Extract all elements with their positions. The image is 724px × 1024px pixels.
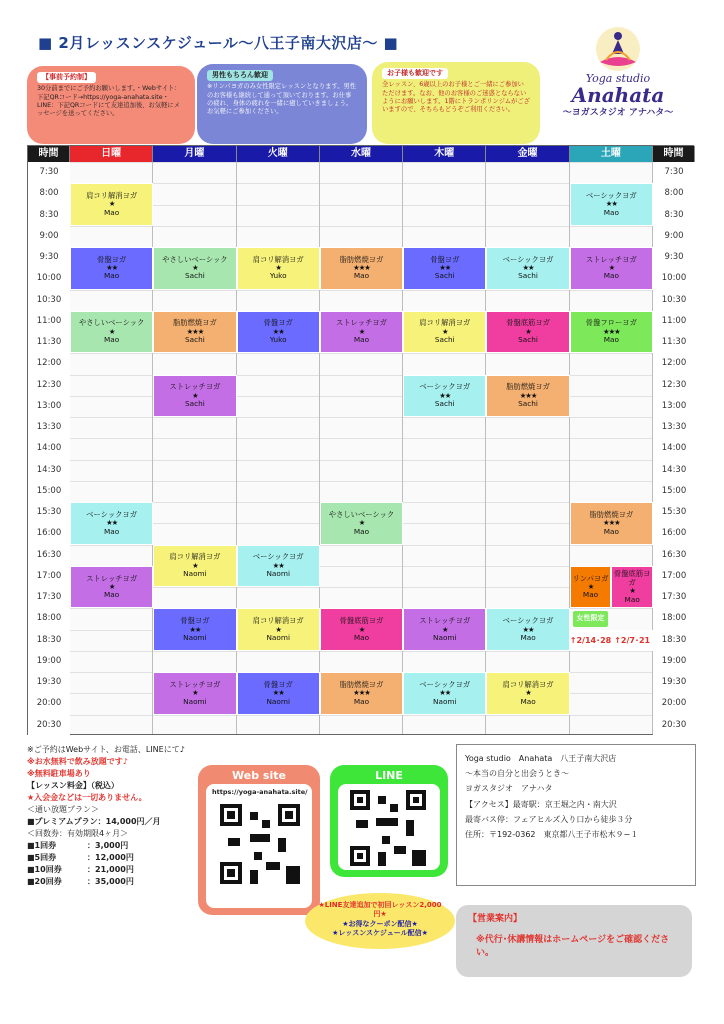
lesson-block[interactable] [570,566,612,609]
lesson-stars: ★ [108,199,115,209]
men-bubble [197,64,367,144]
lesson-name: 肩コリ解消ヨガ [86,190,138,200]
lesson-stars: ★ [358,326,365,336]
lesson-block[interactable] [70,247,153,290]
time-label: 11:00 [653,311,695,332]
lesson-name: ストレッチヨガ [335,318,387,328]
lesson-teacher: Mao [353,696,370,706]
info-studio-name: Yoga studio Anahata 八王子南大沢店 [465,754,617,763]
time-label: 10:30 [28,290,70,311]
price-heading: 【レッスン料金】（税込） [27,781,119,790]
lesson-block[interactable] [153,247,236,290]
lesson-stars: ★★ [106,263,118,273]
time-label: 20:30 [28,715,70,736]
premium-plan: ■プレミアムプラン：14,000円／月 [27,817,161,826]
men-tag: 男性もちろん歓迎 [207,70,273,81]
lesson-teacher: Mao [353,632,370,642]
lesson-stars: ★★★ [603,518,620,528]
lesson-block[interactable] [70,183,153,226]
time-label: 12:30 [28,375,70,396]
lesson-block[interactable] [570,183,653,226]
time-label: 12:30 [653,375,695,396]
lesson-teacher: Mao [603,526,619,536]
lesson-name: 骨盤ヨガ [263,679,293,689]
time-label: 17:30 [653,587,695,608]
lesson-stars: ★★ [439,263,451,273]
ticket-row [27,864,192,876]
lesson-teacher: Sachi [185,335,205,345]
lesson-teacher: Naomi [183,632,207,642]
lesson-teacher: Sachi [518,271,538,281]
lesson-teacher: Naomi [433,696,457,706]
lesson-name: 脂肪燃焼ヨガ [173,318,217,328]
time-label: 13:30 [28,417,70,438]
logo-line1: Yoga studio [585,72,651,85]
lesson-stars: ★ [108,581,115,591]
reservation-text: 30分前までにご予約お願いします。・Webサイト：下記QRコード→https://yoga-anahata.site・LINE：下記QRコードにて友達追加後、お気軽にメッセージを送ってください。 [37,85,181,118]
lesson-stars: ★★★ [519,390,537,400]
time-label: 10:00 [653,268,695,289]
reservation-tag: 【事前予約制】 [37,72,96,83]
lesson-name: ベーシックヨガ [502,254,554,264]
lesson-block[interactable] [403,311,486,354]
day-header: 月曜 [153,146,236,162]
lesson-name: 骨盤ヨガ [263,318,293,328]
lesson-block[interactable] [153,311,236,354]
ticket-label: ■10回券 [27,865,62,874]
lesson-dates: ↑2/7･21 [611,630,653,651]
lesson-name: 骨盤ヨガ [430,254,460,264]
lesson-teacher: Naomi [266,569,290,579]
lesson-block[interactable] [70,566,153,609]
lesson-name: ストレッチヨガ [585,254,637,264]
ticket-price: ：21,000円 [87,865,134,874]
lesson-stars: ★ [358,518,365,528]
time-label: 10:00 [28,268,70,289]
ticket-list [27,840,192,888]
lesson-name: 肩コリ解消ヨガ [252,616,304,626]
lesson-name: ベーシックヨガ [502,616,554,626]
lesson-name: 骨盤ヨガ [97,254,127,264]
lesson-teacher: Mao [603,271,619,281]
lesson-teacher: Sachi [434,399,455,409]
info-bus: 最寄バス停：フェアヒルズ入り口から徒歩３分 [465,814,633,824]
lesson-stars: ★★ [522,624,534,634]
time-header: 時間 [653,146,695,162]
reservation-bubble [27,66,195,144]
day-header: 日曜 [70,146,153,162]
lesson-name: 骨盤フローヨガ [585,318,637,328]
time-label: 15:00 [28,481,70,502]
lesson-name: 骨盤ヨガ [180,616,210,626]
lesson-teacher: Mao [353,335,370,345]
notice-heading: 【営業案内】 [468,914,523,924]
time-label: 8:30 [653,205,695,226]
lesson-name: やさしいベーシック [162,254,228,264]
lesson-teacher: Mao [104,335,120,345]
ticket-label: ■5回券 [27,853,57,862]
lesson-name: 骨盤底筋ヨガ [506,318,550,328]
page-title: ■ 2月レッスンスケジュール〜八王子南大沢店〜 ■ [38,34,399,52]
ticket-price: ：3,000円 [87,841,129,850]
lesson-block[interactable] [486,247,569,290]
lesson-block[interactable] [70,311,153,354]
time-label: 8:00 [28,183,70,204]
ticket-price: ：12,000円 [87,853,134,862]
lesson-dates: ↑2/14･28 [570,630,612,651]
lesson-block[interactable] [153,545,236,588]
time-label: 9:00 [653,226,695,247]
lesson-stars: ★ [358,624,365,634]
day-header: 水曜 [320,146,403,162]
ticket-price: ：35,000円 [87,877,134,886]
time-label: 16:30 [28,545,70,566]
time-label: 9:30 [28,247,70,268]
lesson-block[interactable] [153,375,236,418]
lesson-stars: ★★ [106,518,118,528]
lesson-name: 骨盤底筋ヨガ [339,616,384,626]
lesson-teacher: Mao [603,335,619,345]
lesson-block[interactable] [153,672,236,715]
day-header: 土曜 [570,146,653,162]
lesson-teacher: Mao [520,632,536,642]
notice-text: ※代行･休講情報はホームページをご確認ください。 [476,935,670,958]
lesson-name: 脂肪燃焼ヨガ [339,679,384,689]
lesson-stars: ★ [275,624,281,634]
time-label: 15:00 [653,481,695,502]
lesson-stars: ★ [275,263,281,273]
lesson-teacher: Mao [624,594,640,604]
lesson-teacher: Sachi [518,399,538,409]
lesson-block[interactable] [320,502,403,545]
line-promo1: ★LINE友達追加で初回レッスン2,000円★ [318,901,442,919]
time-label: 11:30 [653,332,695,353]
time-label: 8:00 [653,183,695,204]
water-note: ※お水無料で飲み放題です♪ [27,757,128,766]
lesson-block[interactable] [570,311,653,354]
women-only-badge: 女性限定 [573,611,609,626]
web-url: https://yoga-anahata.site/ [212,788,308,796]
lesson-stars: ★ [525,688,531,698]
lesson-teacher: Naomi [183,696,207,706]
lesson-name: 脂肪燃焼ヨガ [589,509,634,519]
lesson-block[interactable] [237,608,320,651]
time-label: 13:30 [653,417,695,438]
lesson-block[interactable] [237,247,320,290]
time-label: 19:00 [28,651,70,672]
lesson-stars: ★★ [605,199,617,209]
lesson-stars: ★ [192,688,198,698]
day-header: 火曜 [237,146,320,162]
info-tagline: 〜本当の自分と出会うとき〜 [465,769,569,779]
lesson-name: やさしいベーシック [78,318,145,328]
ticket-label: ■1回券 [27,841,57,850]
time-label: 19:00 [653,651,695,672]
line-label: LINE [375,769,403,782]
lesson-name: やさしいベーシック [328,509,395,519]
lesson-stars: ★ [608,263,615,273]
lesson-name: ベーシックヨガ [419,679,471,689]
lesson-teacher: Yuko [269,271,287,281]
day-header: 金曜 [486,146,569,162]
time-label: 19:30 [653,672,695,693]
time-label: 19:30 [28,672,70,693]
logo-line2: Anahata [571,83,665,107]
lesson-block[interactable] [320,311,403,354]
lesson-teacher: Mao [582,590,599,600]
no-fee-note: ★入会金などは一切ありません。 [27,793,147,802]
lesson-block[interactable] [570,502,653,545]
time-label: 14:00 [28,438,70,459]
lesson-block[interactable] [320,672,403,715]
lesson-name: 肩コリ解消ヨガ [419,318,471,328]
time-label: 15:30 [653,502,695,523]
line-promo-bubble [305,893,455,949]
line-promo3: ★レッスンスケジュール配信★ [332,929,428,938]
web-qr-panel [198,765,320,915]
time-label: 11:00 [28,311,70,332]
time-label: 14:00 [653,438,695,459]
lesson-block[interactable] [320,247,403,290]
lesson-name: 脂肪燃焼ヨガ [506,382,550,392]
time-label: 16:00 [28,523,70,544]
lesson-teacher: Naomi [433,632,457,642]
time-label: 16:30 [653,545,695,566]
time-label: 11:30 [28,332,70,353]
men-text: ※リンパヨガのみ女性限定レッスンとなります。男性のお客様も継続して通って頂いております。お仕事の疲れ、身体の疲れを一緒に癒していきましょう。お気軽にご参加ください。 [207,83,357,116]
lesson-teacher: Mao [104,526,120,536]
time-label: 7:30 [653,162,695,183]
lesson-stars: ★★ [439,688,451,698]
lesson-teacher: Mao [104,271,120,281]
lesson-teacher: Sachi [518,335,538,345]
lesson-teacher: Mao [104,590,120,600]
lesson-name: ベーシックヨガ [419,382,471,392]
time-label: 20:00 [653,693,695,714]
ticket-row [27,852,192,864]
time-label: 18:30 [28,630,70,651]
lesson-block[interactable] [403,375,486,418]
time-label: 18:00 [28,608,70,629]
line-qr-frame [338,784,440,870]
web-qr-frame [206,784,312,908]
lesson-stars: ★ [629,586,635,596]
lesson-teacher: Sachi [185,271,205,281]
lesson-block[interactable] [486,672,569,715]
lesson-stars: ★★ [439,390,451,400]
lesson-name: ストレッチヨガ [169,679,221,689]
lesson-stars: ★ [442,624,448,634]
lesson-block[interactable] [320,608,403,651]
studio-logo [538,22,698,132]
lesson-teacher: Naomi [183,569,207,579]
lesson-block[interactable] [153,608,236,651]
time-label: 7:30 [28,162,70,183]
time-label: 17:00 [653,566,695,587]
business-notice [456,905,692,977]
time-label: 18:30 [653,630,695,651]
lesson-name: 肩コリ解消ヨガ [169,552,221,562]
lesson-stars: ★ [442,326,448,336]
time-label: 13:00 [28,396,70,417]
studio-info-box [456,744,696,886]
line-qr-panel [330,765,448,877]
lesson-stars: ★ [525,326,531,336]
pricing-section [27,744,192,888]
lesson-block[interactable] [403,608,486,651]
kids-text: 全レッスン、6歳以上のお子様とご一緒にご参加いただけます。なお、他のお客様のご迷惑とならないようにお願いします。1階にトランポリンジムがございますので、そちらもどうぞご利用ください。 [382,81,530,114]
lesson-block[interactable] [237,672,320,715]
lesson-teacher: Naomi [266,696,290,706]
lesson-block[interactable] [570,247,653,290]
lesson-teacher: Sachi [434,271,455,281]
lesson-stars: ★★ [272,688,284,698]
day-header: 木曜 [403,146,486,162]
lesson-teacher: Mao [104,207,120,217]
lesson-stars: ★★★ [353,263,370,273]
lesson-block[interactable] [486,311,569,354]
lesson-stars: ★ [192,390,198,400]
time-label: 20:30 [653,715,695,736]
time-label: 12:00 [28,353,70,374]
lesson-block[interactable] [403,247,486,290]
lesson-block[interactable] [70,502,153,545]
time-label: 10:30 [653,290,695,311]
lesson-teacher: Sachi [434,335,455,345]
info-address: 住所：〒192-0362 東京都八王子市松木９−１ [465,829,639,839]
lesson-block[interactable] [237,545,320,588]
web-qr-code-icon[interactable] [220,804,300,884]
time-label: 8:30 [28,205,70,226]
info-kana-name: ヨガスタジオ アナハタ [465,784,553,794]
lesson-name: 骨盤底筋ヨガ [613,569,651,587]
lesson-teacher: Mao [520,696,536,706]
time-header: 時間 [28,146,70,162]
lesson-stars: ★★★ [186,326,204,336]
lesson-teacher: Naomi [266,632,290,642]
lesson-stars: ★★ [189,624,201,634]
logo-line3: 〜ヨガスタジオ アナハタ〜 [562,108,674,118]
lesson-stars: ★ [587,581,594,591]
time-label: 16:00 [653,523,695,544]
lesson-name: ベーシックヨガ [585,190,637,200]
info-access: 【アクセス】最寄駅：京王堀之内・南大沢 [465,799,617,809]
plan-heading: ＜通い放題プラン＞ [27,805,99,814]
lesson-block[interactable] [403,672,486,715]
time-label: 9:30 [653,247,695,268]
lesson-name: ベーシックヨガ [86,509,138,519]
parking-note: ※無料駐車場あり [27,769,91,778]
lesson-name: ストレッチヨガ [86,573,138,583]
lesson-block[interactable] [486,375,569,418]
time-label: 17:30 [28,587,70,608]
lesson-schedule-table [27,145,694,735]
lesson-stars: ★★ [522,263,534,273]
lesson-name: 脂肪燃焼ヨガ [339,254,384,264]
lesson-stars: ★ [192,263,198,273]
ticket-label: ■20回券 [27,877,62,886]
lesson-teacher: Sachi [185,399,205,409]
ticket-row [27,876,192,888]
lesson-block[interactable] [486,608,569,651]
lesson-block[interactable] [237,311,320,354]
time-label: 14:30 [653,460,695,481]
lesson-teacher: Yuko [269,335,287,345]
time-label: 12:00 [653,353,695,374]
web-label: Web site [232,769,286,782]
lesson-stars: ★★★ [603,326,620,336]
lesson-stars: ★★ [272,560,284,570]
time-label: 15:30 [28,502,70,523]
ticket-heading: ＜回数券：有効期限4ヶ月＞ [27,829,129,838]
kids-tag: お子様も歓迎です [382,68,448,79]
lesson-stars: ★★★ [353,688,370,698]
kids-bubble [372,62,540,144]
lesson-block[interactable] [611,566,653,609]
lotus-meditation-icon [578,24,658,74]
lesson-name: 肩コリ解消ヨガ [502,679,554,689]
time-label: 20:00 [28,693,70,714]
lesson-name: リンパヨガ [572,573,609,583]
lesson-name: ストレッチヨガ [169,382,221,392]
time-label: 18:00 [653,608,695,629]
line-promo2: ★お得なクーポン配信★ [342,919,418,928]
lesson-teacher: Mao [353,271,370,281]
time-label: 14:30 [28,460,70,481]
lesson-teacher: Mao [603,207,619,217]
lesson-name: ベーシックヨガ [252,552,304,562]
lesson-name: ストレッチヨガ [419,616,471,626]
ticket-row [27,840,192,852]
time-label: 17:00 [28,566,70,587]
lesson-teacher: Mao [353,526,370,536]
lesson-stars: ★ [108,326,115,336]
line-qr-code-icon[interactable] [350,790,426,866]
lesson-stars: ★ [192,560,198,570]
time-label: 9:00 [28,226,70,247]
reservation-note: ※ご予約はWebサイト、お電話、LINEにて♪ [27,745,185,754]
lesson-stars: ★★ [272,326,284,336]
lesson-name: 肩コリ解消ヨガ [252,254,304,264]
time-label: 13:00 [653,396,695,417]
